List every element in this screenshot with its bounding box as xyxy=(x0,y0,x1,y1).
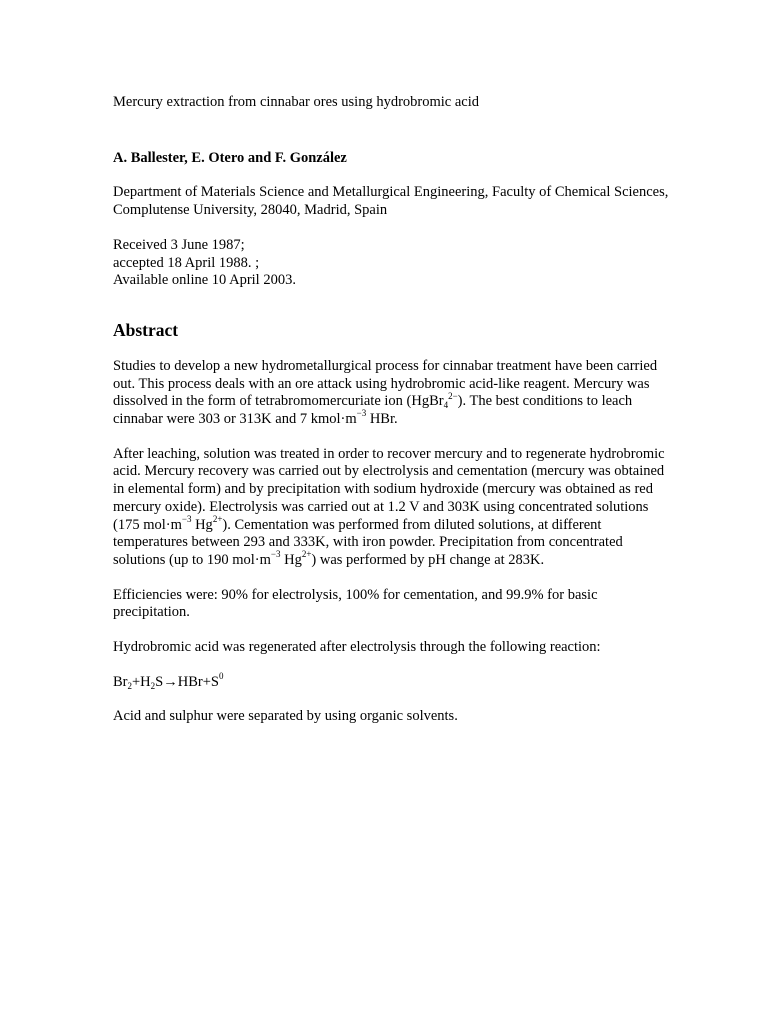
equation-text-c: S→HBr+S xyxy=(155,673,219,690)
abstract-p1-sub-4: 4 xyxy=(443,400,449,411)
abstract-p2-text-d: Hg xyxy=(280,551,302,568)
abstract-p1-text-a: Studies to develop a new hydrometallurgical process for cinnabar treatment have been carried out. This process deals with an ore attack using hydrobromic acid-like reagent. Mercury was dissolved in the form of tetrabromomercuriate ion (HgBr xyxy=(113,357,658,410)
abstract-paragraph-2 xyxy=(113,446,673,570)
publication-dates xyxy=(113,237,673,290)
abstract-p2-text-a: After leaching, solution was treated in order to recover mercury and to regenerate hydrobromic acid. Mercury recovery was carried out by electrolysis and cementation (mercury was obtained in elemental form) and by precipitation with sodium hydroxide (mercury was obtained as red mercury oxide). Electrolysis was carried out at 1.2 V and 303K using concentrated solutions (175 mol·m xyxy=(113,445,665,533)
equation-sup-1: 0 xyxy=(218,670,224,681)
equation-sub-1: 2 xyxy=(127,680,132,691)
abstract-heading: Abstract xyxy=(113,319,179,340)
document-page xyxy=(113,94,673,726)
abstract-p1-sup-exp: −3 xyxy=(356,408,367,419)
abstract-paragraph-4: Hydrobromic acid was regenerated after electrolysis through the following reaction: xyxy=(113,639,601,656)
abstract-p2-text-b: Hg xyxy=(191,516,213,533)
affiliation: Department of Materials Science and Metallurgical Engineering, Faculty of Chemical Sciences, Complutense University, 28040, Madrid, Spain xyxy=(113,184,669,219)
accepted-date: accepted 18 April 1988. ; xyxy=(113,254,260,271)
abstract-p2-sup-4: 2+ xyxy=(301,549,312,560)
abstract-p1-text-c: HBr. xyxy=(366,411,398,428)
abstract-p2-text-c: ). Cementation was performed from diluted solutions, at different temperatures between 293 and 333K, with iron powder. Precipitation from concentrated solutions (up to 190 mol·m xyxy=(113,516,623,568)
equation-text-a: Br xyxy=(113,673,128,690)
abstract-paragraph-1 xyxy=(113,358,673,429)
abstract-paragraph-3: Efficiencies were: 90% for electrolysis, 100% for cementation, and 99.9% for basic precipitation. xyxy=(113,586,598,621)
abstract-p2-text-e: ) was performed by pH change at 283K. xyxy=(311,551,545,568)
abstract-p2-sup-2: 2+ xyxy=(212,513,223,524)
received-date: Received 3 June 1987; xyxy=(113,236,245,253)
author-list: A. Ballester, E. Otero and F. González xyxy=(113,149,347,166)
abstract-p2-sup-1: −3 xyxy=(181,513,192,524)
equation-text-b: +H xyxy=(132,673,151,690)
equation-sub-2: 2 xyxy=(150,680,156,691)
abstract-p1-sup-charge: 2− xyxy=(448,390,458,401)
paper-title: Mercury extraction from cinnabar ores using hydrobromic acid xyxy=(113,94,479,110)
abstract-p1-text-b: ). The best conditions to leach cinnabar were 303 or 313K and 7 kmol·m xyxy=(113,393,633,428)
reaction-equation xyxy=(113,670,673,692)
abstract-paragraph-5: Acid and sulphur were separated by using organic solvents. xyxy=(113,708,458,725)
abstract-p2-sup-3: −3 xyxy=(270,549,281,560)
online-date: Available online 10 April 2003. xyxy=(113,272,296,289)
